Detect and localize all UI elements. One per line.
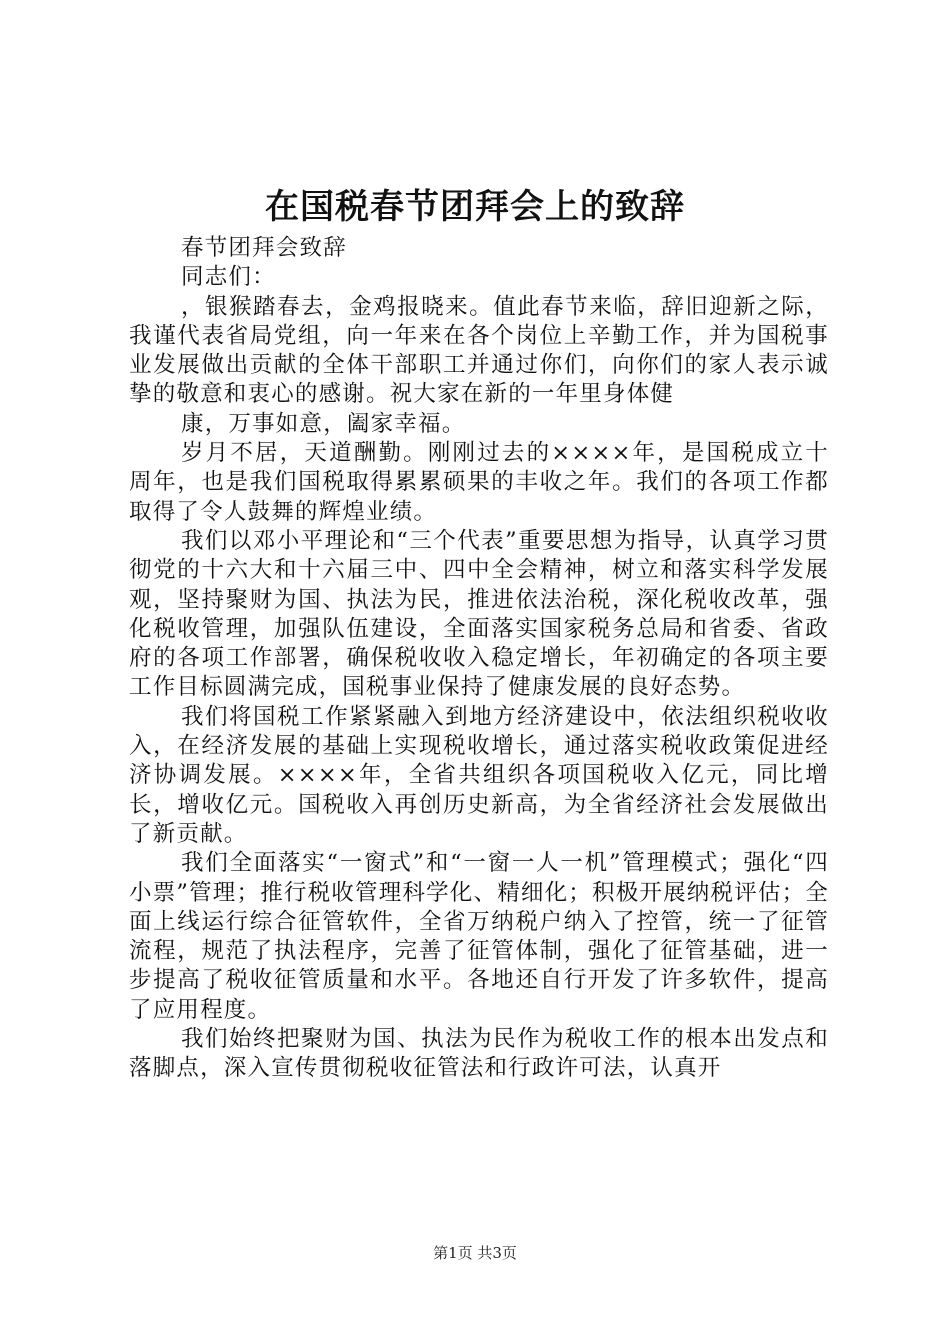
page-number-footer: 第1页 共3页 bbox=[433, 1244, 517, 1262]
paragraph-law-enforcement: 我们始终把聚财为国、执法为民作为税收工作的根本出发点和落脚点，深入宣传贯彻税收征管法和行政许可法，认真开 bbox=[129, 1026, 829, 1082]
paragraph-review: 岁月不居，天道酬勤。刚刚过去的××××年，是国税成立十周年，也是我们国税取得累累硕果的丰收之年。我们的各项工作都取得了令人鼓舞的辉煌业绩。 bbox=[129, 440, 829, 525]
paragraph-salutation: 同志们： bbox=[181, 264, 276, 291]
paragraph-subtitle: 春节团拜会致辞 bbox=[181, 235, 347, 261]
paragraph-greeting: ，银猴踏春去，金鸡报晓来。值此春节来临，辞旧迎新之际，我谨代表省局党组，向一年来在各个岗位上辛勤工作，并为国税事业发展做出贡献的全体干部职工并通过你们，向你们的家人表示诚挚的敬意和衷心的感谢。祝大家在新的一年里身体健 bbox=[129, 293, 829, 408]
paragraph-guidance: 我们以邓小平理论和“三个代表”重要思想为指导，认真学习贯彻党的十六大和十六届三中、四中全会精神，树立和落实科学发展观，坚持聚财为国、执法为民，推进依法治税，深化税收改革，强化税收管理，加强队伍建设，全面落实国家税务总局和省委、省政府的各项工作部署，确保税收收入稳定增长，年初确定的各项主要工作目标圆满完成，国税事业保持了健康发展的良好态势。 bbox=[129, 527, 829, 701]
paragraph-revenue: 我们将国税工作紧紧融入到地方经济建设中，依法组织税收收入，在经济发展的基础上实现税收增长，通过落实税收政策促进经济协调发展。××××年，全省共组织各项国税收入亿元，同比增长，增收亿元。国税收入再创历史新高，为全省经济社会发展做出了新贡献。 bbox=[129, 703, 829, 847]
document-body bbox=[129, 234, 829, 1084]
paragraph-wishes: 康，万事如意，阖家幸福。 bbox=[181, 410, 466, 437]
paragraph-management: 我们全面落实“一窗式”和“一窗一人一机”管理模式；强化“四小票”管理；推行税收管理科学化、精细化；积极开展纳税评估；全面上线运行综合征管软件，全省万纳税户纳入了控管，统一了征管流程，规范了执法程序，完善了征管体制，强化了征管基础，进一步提高了税收征管质量和水平。各地还自行开发了许多软件，提高了应用程度。 bbox=[129, 850, 830, 1023]
document-title: 在国税春节团拜会上的致辞 bbox=[265, 187, 685, 227]
